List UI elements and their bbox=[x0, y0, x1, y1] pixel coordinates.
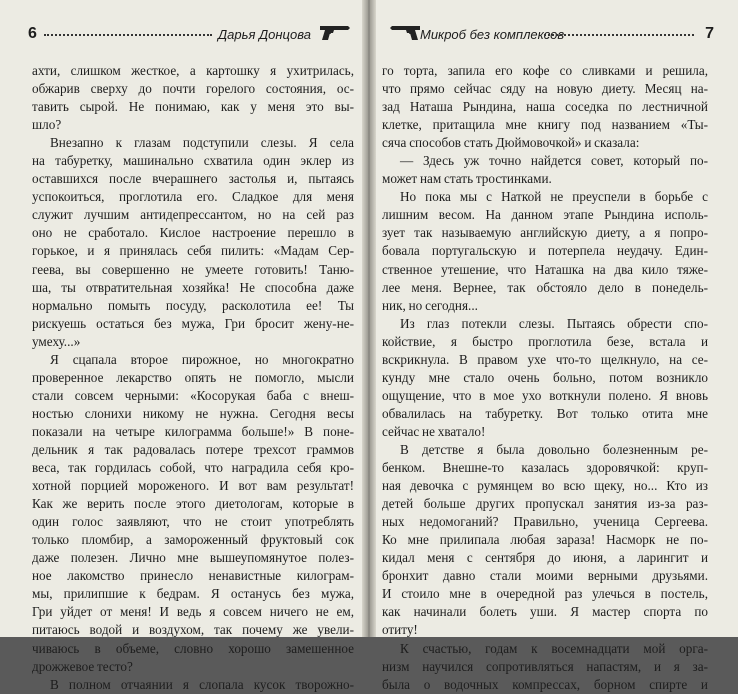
text-line: ных недомоганий? Правильно, ученица Сергеева. bbox=[382, 514, 708, 530]
text-line: хотной порцией мороженого. И вот вам результат! bbox=[32, 478, 354, 494]
right-page bbox=[372, 0, 738, 692]
text-line: тавить сырой. Не понимаю, как у меня это вы- bbox=[32, 99, 354, 115]
text-line: Но пока мы с Наткой не преуспели в борьбе с bbox=[400, 189, 708, 205]
text-line: бовала португальскую и потерпела неудачу. Един- bbox=[382, 243, 708, 259]
text-line: была о водочных компрессах, борном спирте и bbox=[382, 676, 708, 692]
text-line: К счастью, годам к восемнадцати мой орга- bbox=[400, 640, 708, 656]
text-line: лишним весом. На данном этапе Рындина исполь- bbox=[382, 207, 708, 223]
text-line: сейчас не хватало! bbox=[382, 423, 486, 439]
text-line: на табуретку, машинально схватила один эклер из bbox=[32, 153, 354, 169]
text-line: ник, но сегодня... bbox=[382, 297, 478, 313]
text-line: ахти, слишком жесткое, а картошку я ухитрилась, bbox=[32, 63, 354, 78]
text-line: оставшихся после вчерашнего застолья и, пытаясь bbox=[32, 171, 354, 187]
right-page-number: 7 bbox=[705, 25, 714, 42]
text-line: койствие, я быстро проглотила безе, встала и bbox=[382, 333, 708, 349]
text-line: вскрикнула. В правом ухе что-то щелкнуло, на се- bbox=[382, 351, 708, 367]
text-line: ственное утешение, что Наташка на два кило тяже- bbox=[382, 261, 708, 277]
text-line: В детстве я была довольно болезненным ре- bbox=[400, 441, 708, 457]
text-line: чиваюсь в объеме, словно хорошо замешенное bbox=[32, 640, 354, 656]
text-line: один голос заявляют, что не стоит употреблять bbox=[32, 514, 354, 530]
book-title: Микроб без комплексов bbox=[420, 27, 565, 42]
text-line: шло? bbox=[32, 117, 62, 133]
text-line: стали совсем черными: «Косорукая баба с внеш- bbox=[32, 387, 354, 403]
text-line: Внезапно к глазам подступили слезы. Я села bbox=[50, 135, 354, 151]
text-line: Ко мне прилипала любая зараза! Насморк не по- bbox=[382, 532, 708, 548]
text-line: клетке, притащила мне книгу под названием «Ты- bbox=[382, 117, 708, 133]
text-line: проверенное лекарство опять не помогло, мысли bbox=[32, 369, 354, 385]
text-line: низм научился сопротивляться напастям, и я за- bbox=[382, 658, 708, 674]
text-line: кунду мне стало очень больно, потом возникло bbox=[382, 369, 708, 385]
text-line: Я сцапала второе пирожное, но многократно bbox=[50, 351, 354, 367]
pistol-icon bbox=[318, 22, 352, 42]
text-line: дельник я так радовалась потере трехсот граммов bbox=[32, 441, 354, 457]
text-line: ша, ты отвратительная хозяйка! Не способна даже bbox=[32, 279, 354, 295]
book-gutter bbox=[362, 0, 376, 637]
text-line: сяча способов стать Дюймовочкой» и сказала: bbox=[382, 135, 640, 151]
pistol-icon bbox=[388, 22, 422, 42]
text-line: как начинали болеть уши. Я мастер спорта по bbox=[382, 604, 708, 620]
text-line: Из глаз потекли слезы. Пытаясь обрести спо- bbox=[400, 315, 708, 331]
text-line: зует так называемую английскую диету, а я попро- bbox=[382, 225, 708, 241]
text-line: показали на четыре килограмма больше!» В поне- bbox=[32, 423, 354, 439]
text-line: геева, вы совершенно не умеете готовить! Таню- bbox=[32, 261, 354, 277]
text-line: что прямо сейчас сяду на новую диету. Месяц на- bbox=[382, 81, 708, 97]
text-line: только пломбир, а замороженный фруктовый сок bbox=[32, 532, 354, 548]
text-line: обвалилась на табуретку. Вот только отита мне bbox=[382, 405, 708, 421]
text-line: зад Наташа Рындина, наша соседка по лестничной bbox=[382, 99, 708, 115]
text-line: ностью слонихи никому не нужна. Сегодня весы bbox=[32, 405, 354, 421]
text-line: бенком. Внешне-то казалась здоровячкой: круп- bbox=[382, 460, 708, 476]
left-running-header bbox=[28, 24, 352, 46]
text-line: ное лакомство принесло ненавистные килограм- bbox=[32, 568, 354, 584]
text-line: Гри уйдет от меня! И ведь я совсем ничего не ем, bbox=[32, 604, 354, 620]
text-line: оно не сработало. Кислое настроение перешло в bbox=[32, 225, 354, 241]
text-line: отиту! bbox=[382, 622, 418, 638]
header-dotted-rule bbox=[544, 34, 694, 36]
text-line: — Здесь уж точно найдется совет, который по- bbox=[400, 153, 708, 169]
text-line: дрожжевое тесто? bbox=[32, 658, 133, 674]
text-line: может нам стать тростинками. bbox=[382, 171, 552, 187]
text-line: Как же верить после этого диетологам, которые в bbox=[32, 496, 354, 512]
text-line: умеху...» bbox=[32, 333, 81, 349]
text-line: горькое, и я принялась себя пилить: «Мадам Сер- bbox=[32, 243, 354, 259]
text-line: веса, так гордилась собой, что наградила себя кро- bbox=[32, 460, 354, 476]
left-page-number: 6 bbox=[28, 25, 37, 42]
text-line: успокоиться, проглотила его. Сладкое для меня bbox=[32, 189, 354, 205]
text-line: ная девочка с румянцем во всю щеку, но... Кто из bbox=[382, 478, 708, 494]
text-line: нормально помыть посуду, расколотила ее! Ты bbox=[32, 297, 354, 313]
text-line: В полном отчаянии я слопала кусок творожно- bbox=[50, 676, 354, 692]
header-dotted-rule bbox=[44, 34, 212, 36]
text-line: даже полезен. Лично мне вышеупомянутое полез- bbox=[32, 550, 354, 566]
text-line: ощущение, что в мое ухо воткнули полено. Я вновь bbox=[382, 387, 708, 403]
right-page-text bbox=[382, 62, 708, 694]
text-line: кидал меня с сентября до июня, а ларингит и bbox=[382, 550, 708, 566]
left-page bbox=[0, 0, 366, 692]
right-running-header bbox=[394, 24, 714, 46]
text-line: детей больше других пропускал занятия из-за раз- bbox=[382, 496, 708, 512]
text-line: мы, прилипшие к бедрам. Я останусь без мужа, bbox=[32, 586, 354, 602]
text-line: служит лучшим антидепрессантом, но на сей раз bbox=[32, 207, 354, 223]
text-line: бронхит давно стали моими верными друзьями. bbox=[382, 568, 708, 584]
text-line: го торта, запила его кофе со сливками и решила, bbox=[382, 63, 708, 78]
text-line: И стоило мне в очередной раз улечься в постель, bbox=[382, 586, 708, 602]
author-name: Дарья Донцова bbox=[218, 27, 311, 42]
text-line: обжарив сверху до почти горелого состояния, ос- bbox=[32, 81, 354, 97]
text-line: рискуешь остаться без мужа, Гри бросит жену-не- bbox=[32, 315, 354, 331]
text-line: питаюсь водой и воздухом, так почему же увели- bbox=[32, 622, 354, 638]
left-page-text bbox=[32, 62, 354, 694]
text-line: лее меня. Вернее, так обстояло дело в понедель- bbox=[382, 279, 708, 295]
